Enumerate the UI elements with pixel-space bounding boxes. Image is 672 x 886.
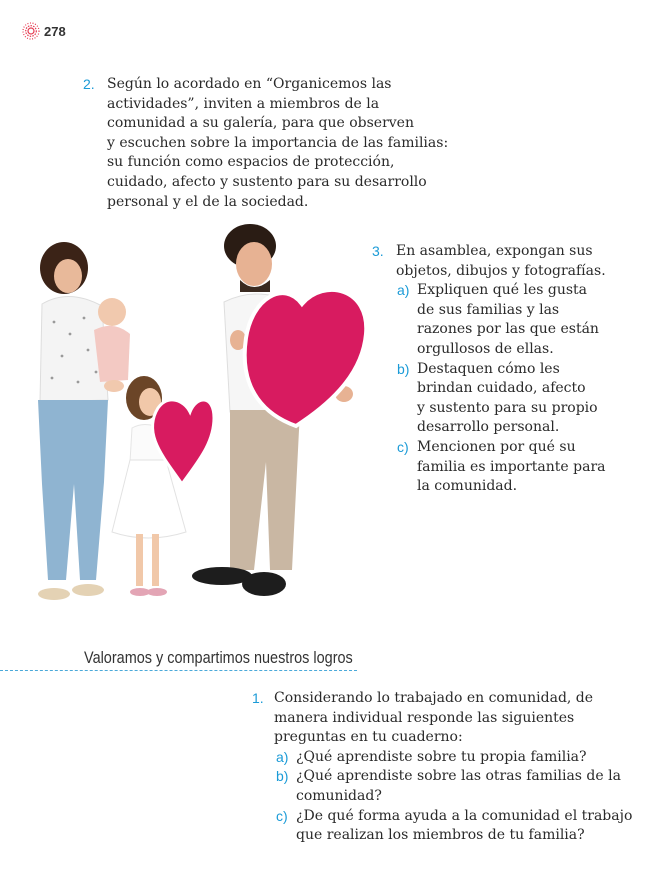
text-line: actividades”, inviten a miembros de la (107, 95, 380, 112)
text-line: ¿De qué forma ayuda a la comunidad el trabajo (296, 807, 633, 824)
text-line: cuidado, afecto y sustento para su desarrollo (107, 173, 427, 190)
text-line: su función como espacios de protección, (107, 154, 395, 171)
item-1 (252, 689, 654, 846)
text-line: de sus familias y las (417, 301, 560, 318)
text-line: manera individual responde las siguientes (274, 709, 575, 726)
subitem-letter: a) (276, 748, 289, 765)
text-line: Considerando lo trabajado en comunidad, de (274, 690, 594, 706)
item-number: 1. (252, 690, 264, 706)
item-3 (372, 242, 656, 497)
text-line: personal y el de la sociedad. (107, 193, 309, 210)
subitem-a (397, 281, 656, 359)
text-line: comunidad a su galería, para que observen (107, 115, 414, 132)
subitem-b (397, 360, 656, 438)
sun-ornament-icon (22, 22, 40, 40)
large-heart-shape (245, 290, 367, 426)
text-line: Según lo acordado en “Organicemos las (107, 76, 392, 92)
text-line: brindan cuidado, afecto (417, 380, 586, 397)
text-line: desarrollo personal. (417, 419, 560, 436)
section-divider (0, 670, 357, 671)
text-line: Expliquen qué les gusta (417, 282, 588, 299)
text-line: objetos, dibujos y fotografías. (396, 262, 606, 279)
text-line: orgullosos de ellas. (417, 340, 554, 357)
text-line: familia es importante para (417, 458, 606, 475)
text-line: que realizan los miembros de tu familia? (296, 827, 585, 844)
text-line: ¿Qué aprendiste sobre tu propia familia? (296, 748, 587, 765)
text-line: Mencionen por qué su (417, 438, 576, 455)
item-2 (83, 75, 467, 212)
subitem-letter: b) (276, 768, 289, 785)
item-number: 3. (372, 243, 384, 259)
text-line: ¿Qué aprendiste sobre las otras familias de la (296, 768, 621, 785)
section-heading: Valoramos y compartimos nuestros logros (84, 648, 353, 667)
text-line: razones por las que están (417, 321, 599, 338)
text-line: y sustento para su propio (417, 399, 598, 416)
text-line: preguntas en tu cuaderno: (274, 729, 463, 746)
text-line: En asamblea, expongan sus (396, 243, 593, 259)
subitem-c (276, 807, 654, 846)
text-line: la comunidad. (417, 478, 518, 495)
item-number: 2. (83, 76, 95, 92)
subitem-letter: c) (276, 807, 288, 824)
text-line: comunidad? (296, 787, 382, 804)
subitem-a (276, 748, 654, 768)
subitem-c (397, 438, 656, 497)
mother-figure (38, 242, 108, 600)
family-photo (24, 222, 370, 612)
subitem-letter: a) (397, 282, 410, 299)
subitem-letter: b) (397, 360, 410, 377)
subitem-letter: c) (397, 438, 409, 455)
text-line: y escuchen sobre la importancia de las familias: (107, 134, 449, 151)
subitem-b (276, 767, 654, 806)
text-line: Destaquen cómo les (417, 360, 560, 377)
page-number: 278 (44, 24, 66, 39)
